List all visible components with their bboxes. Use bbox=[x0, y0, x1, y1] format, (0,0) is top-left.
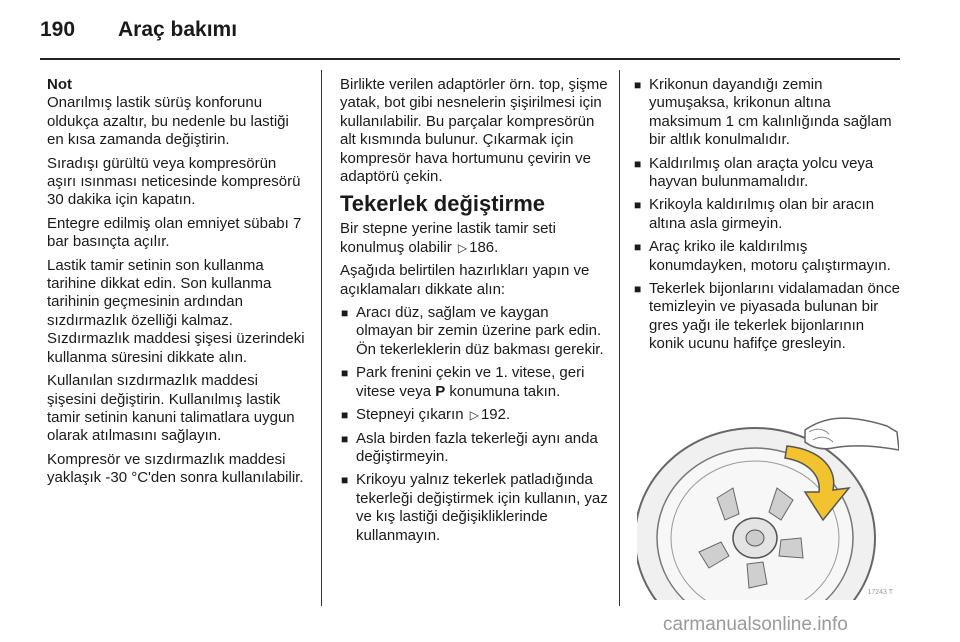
list-item: ■ Araç kriko ile kaldırılmış konumdayken, motoru çalıştırmayın. bbox=[633, 238, 903, 275]
list-item: ■ Kaldırılmış olan araçta yolcu veya hayvan bulunmamalıdır. bbox=[633, 155, 903, 192]
list-item: ■ Krikoyla kaldırılmış olan bir aracın altına asla girmeyin. bbox=[633, 196, 903, 233]
preparation-list bbox=[340, 304, 608, 545]
wheel-cover-illustration bbox=[637, 388, 899, 600]
gear-position-p: P bbox=[435, 382, 446, 400]
right-triangle-ref-icon: ▷ bbox=[469, 408, 479, 423]
list-item bbox=[340, 406, 608, 424]
note-paragraph: Lastik tamir setinin son kullanma tarihine dikkat edin. Son kullanma tarihinin geçmesinin ardından sızdırmazlık özelliği kalmaz. Sızdırmazlık maddesi şişesi üzerindeki kullanma süresini dikkate alın. bbox=[47, 256, 305, 366]
wheel-illustration-svg bbox=[637, 388, 899, 600]
watermark: carmanualsonline.info bbox=[663, 614, 848, 635]
wheel-change-heading: Tekerlek değiştirme bbox=[340, 191, 546, 217]
spare-text: Bir stepne yerine lastik tamir seti konulmuş olabilir bbox=[340, 220, 556, 256]
page-ref-link[interactable]: 192. bbox=[480, 406, 511, 424]
list-item-text: konumuna takın. bbox=[449, 382, 561, 400]
spare-paragraph bbox=[340, 220, 608, 257]
column-left bbox=[47, 76, 309, 493]
list-item-text: Park frenini çekin ve 1. vitese, geri vitese veya bbox=[356, 364, 585, 400]
list-item-text: Stepneyi çıkarın bbox=[356, 406, 464, 424]
section-title: Araç bakımı bbox=[118, 18, 238, 41]
page-header bbox=[40, 18, 237, 48]
note-paragraph: Entegre edilmiş olan emniyet sübabı 7 bar basınçta açılır. bbox=[47, 214, 302, 251]
list-item: ■ Asla birden fazla tekerleği aynı anda değiştirmeyin. bbox=[340, 430, 608, 467]
page-ref-link[interactable]: 186. bbox=[469, 238, 499, 256]
column-divider-1 bbox=[321, 70, 322, 606]
safety-list bbox=[633, 76, 903, 354]
list-item: ■ Krikoyu yalnız tekerlek patladığında tekerleği değiştirmek için kullanın, yaz ve kış lastiği değişikliklerinde kullanmayın. bbox=[340, 471, 608, 545]
note-paragraph: Kompresör ve sızdırmazlık maddesi yaklaşık -30 °C'den sonra kullanılabilir. bbox=[47, 450, 304, 487]
column-divider-2 bbox=[619, 70, 620, 606]
note-paragraph: Kullanılan sızdırmazlık maddesi şişesini değiştirin. Kullanılmış lastik tamir setinin kanuni talimatlara uygun olarak atılmasını sağlayın. bbox=[47, 372, 295, 445]
illustration-code: 17243 T bbox=[867, 589, 893, 596]
header-rule bbox=[40, 58, 900, 60]
right-triangle-ref-icon: ▷ bbox=[457, 240, 468, 255]
note-paragraph: Onarılmış lastik sürüş konforunu oldukça azaltır, bu nedenle bu lastiği en kısa zamanda değiştirin. bbox=[47, 94, 289, 149]
list-item bbox=[340, 364, 608, 401]
column-middle bbox=[340, 76, 608, 550]
list-item: ■ Tekerlek bijonlarını vidalamadan önce temizleyin ve piyasada bulunan bir gres yağı ile tekerlek bijonlarının konik ucunu hafifçe gresleyin. bbox=[633, 280, 903, 354]
page-number: 190 bbox=[40, 18, 76, 41]
note-paragraph: Sıradışı gürültü veya kompresörün aşırı ısınması neticesinde kompresörü 30 dakika için kapatın. bbox=[47, 154, 301, 209]
note-title: Not bbox=[47, 76, 72, 93]
list-item: ■ Krikonun dayandığı zemin yumuşaksa, krikonun altına maksimum 1 cm kalınlığında sağlam bir altlık konulmalıdır. bbox=[633, 76, 903, 150]
adapter-paragraph: Birlikte verilen adaptörler örn. top, şişme yatak, bot gibi nesnelerin şişirilmesi için kullanılabilir. Bu parçalar kompresörün alt kısmında bulunur. Çıkarmak için kompresör hava hortumunu çevirin ve adaptörü çekin. bbox=[340, 76, 608, 186]
list-item: ■ Aracı düz, sağlam ve kaygan olmayan bir zemin üzerine park edin. Ön tekerleklerin düz bakması gerekir. bbox=[340, 304, 608, 359]
preparation-paragraph: Aşağıda belirtilen hazırlıkları yapın ve açıklamaları dikkate alın: bbox=[340, 262, 590, 298]
column-right bbox=[633, 76, 903, 359]
